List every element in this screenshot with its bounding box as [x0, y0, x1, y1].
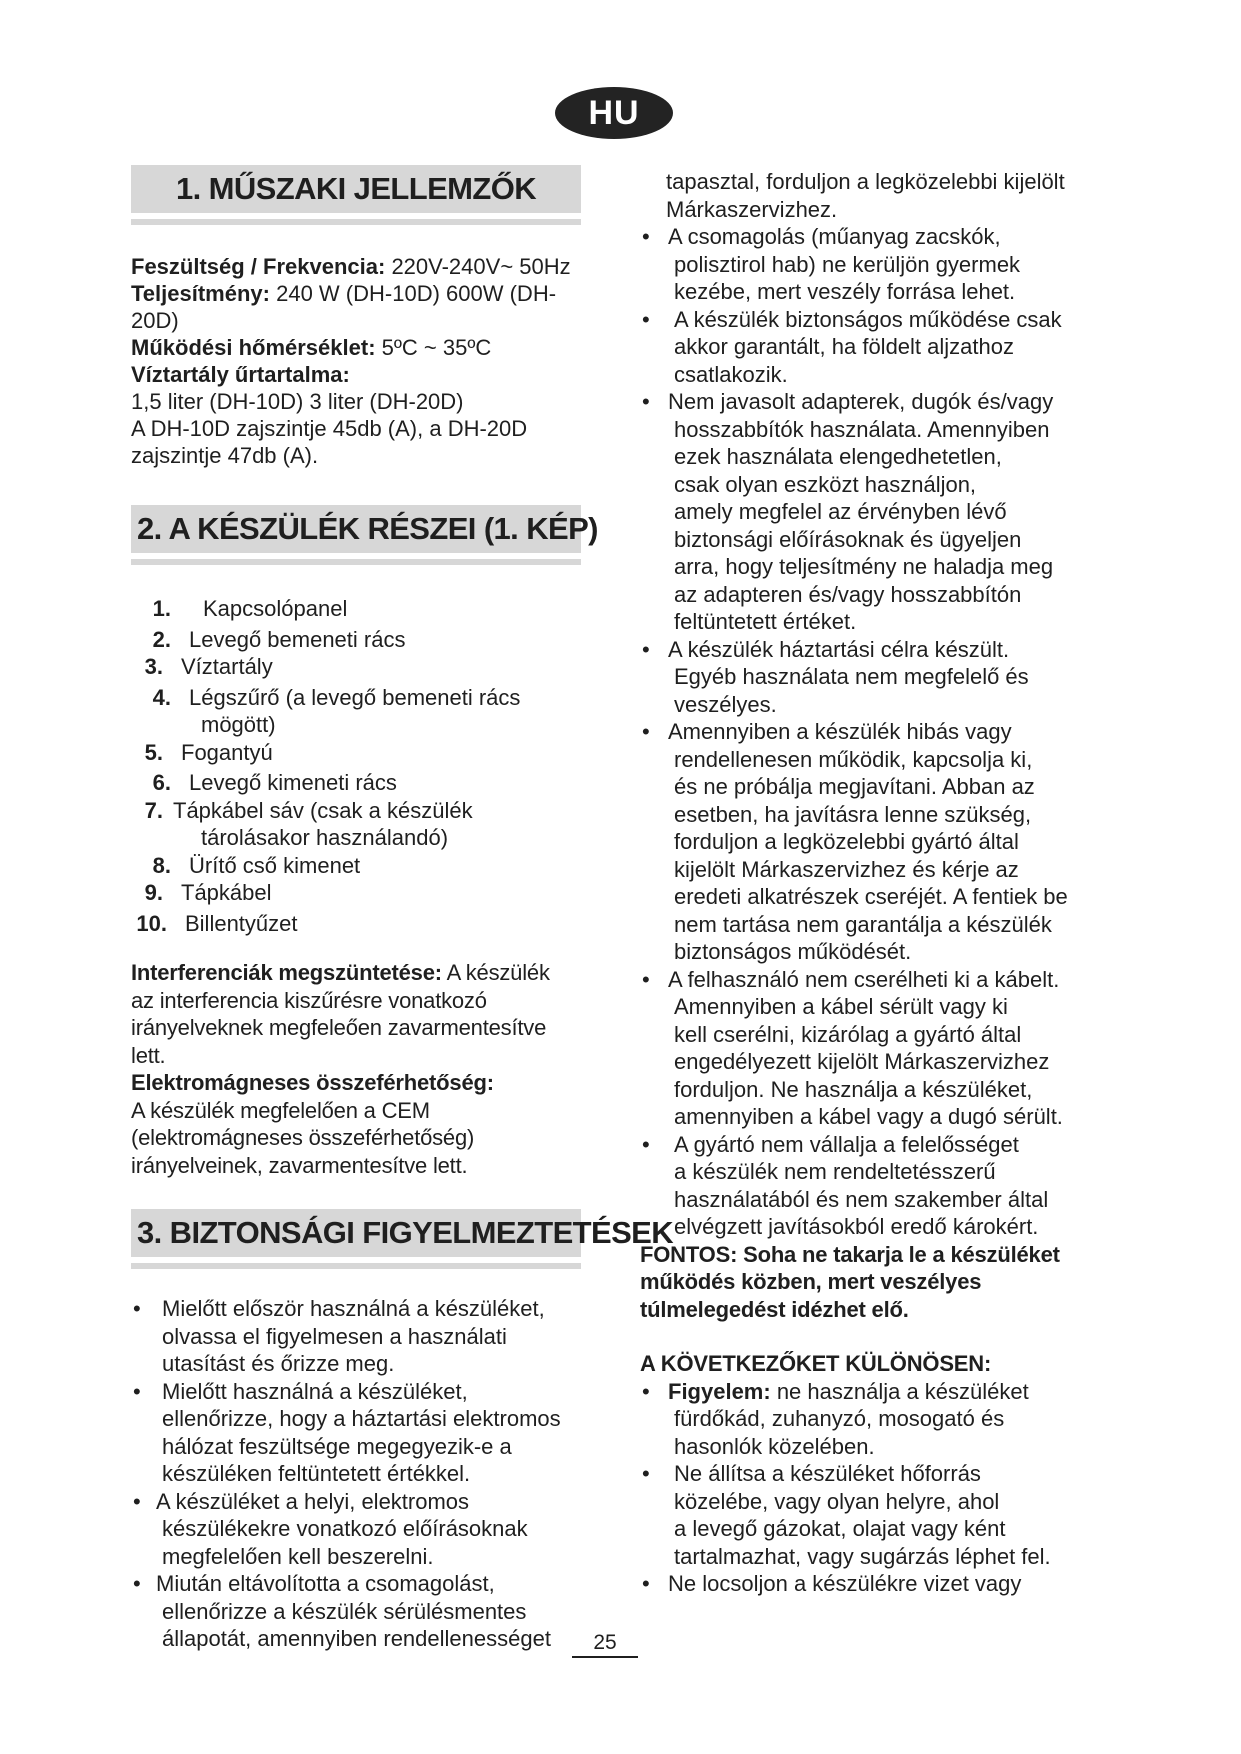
spec-tank: Víztartály űrtartalma: — [131, 362, 350, 387]
bullet-item: • A csomagolás (műanyag zacskók, polisztirol hab) ne kerüljön gyermek kezébe, mert veszély forrása lehet. — [642, 224, 1021, 304]
right-column — [640, 168, 1110, 1598]
bullet-item: • Amennyiben a készülék hibás vagy rendellenesen működik, kapcsolja ki, és ne próbálja megjavítani. Abban az esetben, ha javításra lenne szükség, forduljon a legközelebbi gyártó által kijelölt Márkaszervizhez és kérje az eredeti alkatrészek cseréjét. A fentiek be nem tartása nem garantálja a készülék biztonságos működését. — [642, 719, 1068, 964]
emc-heading: Elektromágneses összeférhetőség: — [131, 1070, 494, 1095]
bullet-item: • Ne locsoljon a készülékre vizet vagy — [642, 1571, 1022, 1596]
language-badge: HU — [555, 87, 673, 139]
safety-bullets-left — [131, 1295, 581, 1653]
spec-temperature: Működési hőmérséklet: 5ºC ~ 35ºC — [131, 335, 492, 360]
spec-line: 1,5 liter (DH-10D) 3 liter (DH-20D) — [131, 389, 464, 414]
safety-bullets-right — [640, 223, 1110, 1241]
part-item: 1. Kapcsolópanel — [152, 596, 348, 621]
spec-line: zajszintje 47db (A). — [131, 443, 319, 468]
interference-paragraph: Interferenciák megszüntetése: A készülék az interferencia kiszűrésre vonatkozó irányelveknek megfeleően zavarmentesítve lett. Elektromágneses összeférhetőség: A készülék megfelelően a CEM (elektromágneses összeférhetőség) irányelveinek, zavarmentesítve lett. — [131, 959, 581, 1179]
bullet-item: • A készüléket a helyi, elektromos készülékekre vonatkozó előírásoknak megfelelően kell beszerelni. — [133, 1488, 528, 1569]
section-1-heading: 1. MŰSZAKI JELLEMZŐK — [131, 165, 581, 213]
part-item: 3. Víztartály — [144, 654, 273, 679]
bullet-item: • Ne állítsa a készüléket hőforrás közelébe, vagy olyan helyre, ahol a levegő gázokat, olajat vagy ként tartalmazhat, vagy sugárzás léphet fel. — [642, 1461, 1051, 1569]
section-2-heading: 2. A KÉSZÜLÉK RÉSZEI (1. KÉP) — [131, 505, 581, 553]
part-item: 8. Ürítő cső kimenet — [152, 852, 361, 878]
part-item: 2. Levegő bemeneti rács — [152, 626, 406, 652]
spec-voltage: Feszültség / Frekvencia: 220V-240V~ 50Hz — [131, 254, 571, 279]
part-item-continuation: tárolásakor használandó) — [201, 825, 449, 850]
section-3-heading: 3. BIZTONSÁGI FIGYELMEZTETÉSEK — [131, 1209, 581, 1257]
important-note: FONTOS: Soha ne takarja le a készüléket működés közben, mert veszélyes túlmelegedést idézhet elő. — [640, 1241, 1060, 1322]
bullet-item: • A készülék biztonságos működése csak akkor garantált, ha földelt aljzathoz csatlakozik. — [642, 306, 1062, 387]
bullet-item: • Mielőtt először használná a készüléket, olvassa el figyelmesen a használati utasítást és őrizze meg. — [133, 1296, 545, 1376]
part-item: 10. Billentyűzet — [136, 910, 298, 936]
bullet-item: • A felhasználó nem cserélheti ki a kábelt. Amennyiben a kábel sérült vagy ki kell cserélni, kizárólag a gyártó által engedélyezett kijelölt Márkaszervizhez forduljon. Ne használja a készüléket, amennyiben a kábel vagy a dugó sérült. — [642, 966, 1063, 1129]
bullet-item: • A készülék háztartási célra készült. Egyéb használata nem megfelelő és veszélyes. — [642, 636, 1029, 717]
bullet-item: • Nem javasolt adapterek, dugók és/vagy hosszabbítók használata. Amennyiben ezek használata elengedhetetlen, csak olyan eszközt használjon, amely megfelel az érvényben lévő biztonsági előírásoknak és ügyeljen arra, hogy teljesítmény ne haladja meg az adapteren és/vagy hosszabbítón feltüntetett értéket. — [642, 389, 1054, 634]
part-item: 5. Fogantyú — [144, 739, 273, 765]
parts-list — [131, 595, 581, 937]
technical-specs — [131, 253, 581, 469]
spec-line: A DH-10D zajszintje 45db (A), a DH-20D — [131, 416, 528, 441]
bullet-item: • Figyelem: ne használja a készüléket fürdőkád, zuhanyzó, mosogató és hasonlók közelében. — [642, 1378, 1029, 1459]
bullet-item: • Mielőtt használná a készüléket, ellenőrizze, hogy a háztartási elektromos hálózat feszültsége megegyezik-e a készüléken feltüntetett értékkel. — [133, 1378, 561, 1486]
part-item: 4. Légszűrő (a levegő bemeneti rács — [152, 684, 521, 710]
especially-heading: A KÖVETKEZŐKET KÜLÖNÖSEN: — [640, 1351, 992, 1376]
part-item: 6. Levegő kimeneti rács — [152, 770, 397, 795]
part-item: 7. Tápkábel sáv (csak a készülék — [144, 797, 473, 823]
part-item-continuation: mögött) — [201, 712, 276, 737]
bullet-item: • Miután eltávolította a csomagolást, ellenőrizze a készülék sérülésmentes állapotát, amennyiben rendellenességet — [133, 1571, 551, 1651]
spec-power: Teljesítmény: 240 W (DH-10D) 600W (DH-20D) — [131, 281, 557, 333]
part-item: 9. Tápkábel — [144, 880, 272, 905]
bullet-item: • A gyártó nem vállalja a felelősséget a készülék nem rendeltetésszerű használatából és nem szakember által elvégzett javításokból eredő károkért. — [642, 1131, 1049, 1239]
continued-text: tapasztal, forduljon a legközelebbi kijelölt Márkaszervizhez. — [666, 169, 1065, 222]
page-number: 25 — [572, 1630, 638, 1658]
